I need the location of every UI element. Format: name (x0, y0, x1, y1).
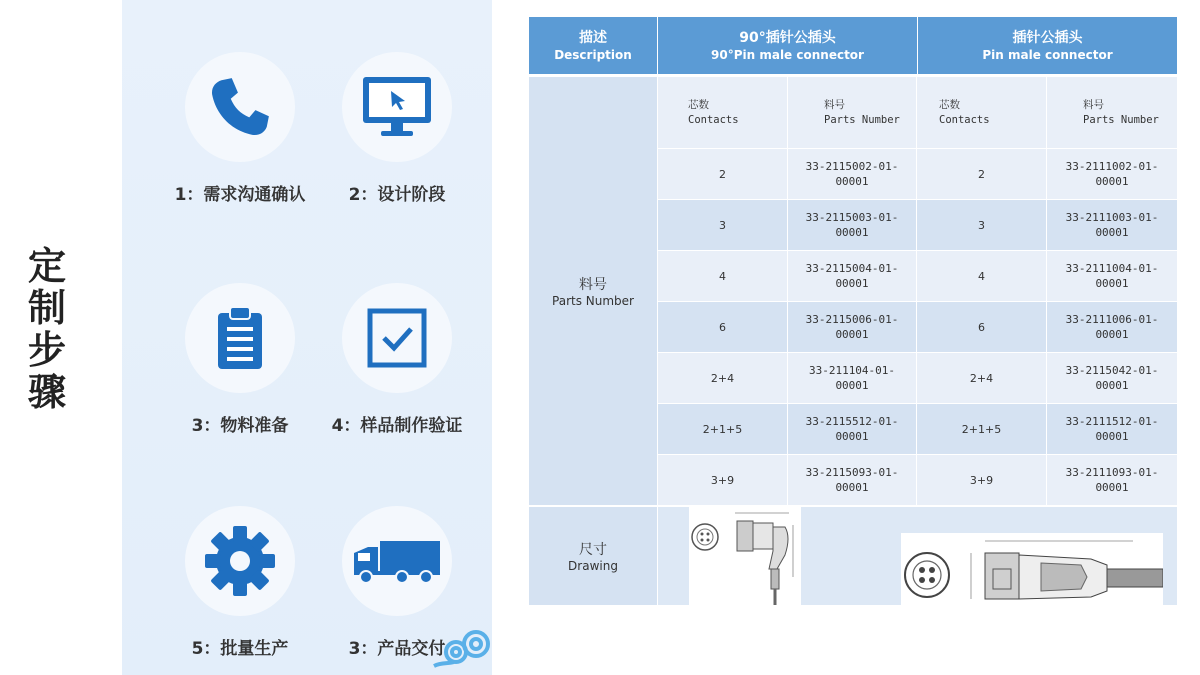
sub-header-row (658, 77, 1177, 149)
contacts-cell: 3+9 (658, 455, 788, 505)
table-row (658, 302, 1177, 353)
sub-header-parts-1 (788, 77, 917, 148)
parts-grid (658, 77, 1177, 505)
header-90-pin-male (658, 17, 918, 74)
checkbox-icon (366, 307, 428, 369)
part-number-line2: 00001 (835, 481, 869, 494)
sub-header-parts-2 (1047, 77, 1177, 148)
part-number-line2: 00001 (1095, 277, 1129, 290)
part-number-cell (1047, 302, 1177, 352)
step-5 (155, 506, 325, 659)
header-90-pin-male-zh: 90°插针公插头 (739, 29, 836, 46)
part-number-line2: 00001 (835, 328, 869, 341)
step-2 (312, 52, 482, 205)
header-pin-male-en: Pin male connector (982, 47, 1113, 62)
row-label-zh: 料号 (579, 277, 607, 293)
part-number-line2: 00001 (1095, 226, 1129, 239)
row-label-en: Parts Number (552, 294, 634, 308)
contacts-en-2: Contacts (939, 113, 990, 126)
contacts-cell: 3 (917, 200, 1047, 250)
part-number-line2: 00001 (1095, 430, 1129, 443)
contacts-zh-2: 芯数 (939, 98, 960, 111)
part-number-line1: 33-2115512-01- (805, 415, 899, 428)
part-number-line1: 33-2111006-01- (1065, 313, 1159, 326)
vertical-title (22, 245, 72, 413)
step-1 (155, 52, 325, 205)
header-description (529, 17, 658, 74)
table-row (658, 200, 1177, 251)
part-number-line1: 33-211104-01- (808, 364, 896, 377)
phone-icon (207, 74, 273, 140)
header-description-en: Description (554, 47, 632, 62)
part-number-line1: 33-2111512-01- (1065, 415, 1159, 428)
monitor-icon (361, 75, 433, 139)
table-row (658, 353, 1177, 404)
part-number-cell (788, 404, 917, 454)
table-row (658, 455, 1177, 505)
sub-header-contacts-2 (917, 77, 1047, 148)
parts-zh-1: 料号 (824, 98, 845, 111)
part-number-line2: 00001 (835, 277, 869, 290)
part-number-line1: 33-2111004-01- (1065, 262, 1159, 275)
part-number-line2: 00001 (1095, 175, 1129, 188)
contacts-cell: 2+4 (658, 353, 788, 403)
cloud-ornament-icon (432, 622, 494, 672)
table-row (658, 404, 1177, 455)
part-number-cell (1047, 353, 1177, 403)
part-number-line1: 33-2115002-01- (805, 160, 899, 173)
part-number-line1: 33-2115093-01- (805, 466, 899, 479)
part-number-line2: 00001 (1095, 328, 1129, 341)
step-2-circle (342, 52, 452, 162)
part-number-line1: 33-2111002-01- (1065, 160, 1159, 173)
drawing-images (658, 507, 1177, 605)
part-number-line2: 00001 (835, 226, 869, 239)
part-number-line2: 00001 (835, 430, 869, 443)
step-1-circle (185, 52, 295, 162)
part-number-line1: 33-2111093-01- (1065, 466, 1159, 479)
header-pin-male (918, 17, 1177, 74)
spec-table (529, 17, 1177, 605)
contacts-cell: 2 (917, 149, 1047, 199)
vertical-title-text: 定制步骤 (27, 244, 66, 414)
step-6-circle (342, 506, 452, 616)
part-number-line1: 33-2115003-01- (805, 211, 899, 224)
contacts-cell: 3+9 (917, 455, 1047, 505)
truck-icon (352, 537, 442, 585)
connector-90-drawing (689, 507, 801, 605)
part-number-cell (1047, 149, 1177, 199)
step-5-circle (185, 506, 295, 616)
header-pin-male-zh: 插针公插头 (1012, 29, 1083, 46)
step-3-circle (185, 283, 295, 393)
drawing-label-en: Drawing (568, 559, 618, 573)
part-number-line1: 33-2115004-01- (805, 262, 899, 275)
step-4 (312, 283, 482, 436)
part-number-cell (788, 353, 917, 403)
part-number-line1: 33-2111003-01- (1065, 211, 1159, 224)
contacts-cell: 3 (658, 200, 788, 250)
part-number-cell (1047, 404, 1177, 454)
gear-icon (203, 524, 277, 598)
part-number-line1: 33-2115006-01- (805, 313, 899, 326)
contacts-cell: 4 (917, 251, 1047, 301)
part-number-line2: 00001 (1095, 481, 1129, 494)
part-number-cell (1047, 200, 1177, 250)
contacts-cell: 4 (658, 251, 788, 301)
step-5-label: 5：批量生产 (191, 639, 289, 659)
contacts-cell: 6 (658, 302, 788, 352)
row-label-drawing (529, 507, 658, 605)
part-number-cell (1047, 455, 1177, 505)
step-3-label: 3：物料准备 (191, 416, 289, 436)
parts-en-1: Parts Number (824, 113, 900, 126)
row-label-parts-number (529, 77, 658, 505)
contacts-zh-1: 芯数 (688, 98, 709, 111)
drawing-row (529, 507, 1177, 605)
contacts-cell: 2+1+5 (917, 404, 1047, 454)
table-row (658, 149, 1177, 200)
step-4-circle (342, 283, 452, 393)
step-3 (155, 283, 325, 436)
contacts-cell: 2 (658, 149, 788, 199)
part-number-cell (1047, 251, 1177, 301)
part-number-line2: 00001 (835, 175, 869, 188)
part-number-cell (788, 455, 917, 505)
table-header (529, 17, 1177, 74)
step-6-label: 3：产品交付 (348, 639, 446, 659)
header-description-zh: 描述 (579, 29, 607, 46)
drawing-label-zh: 尺寸 (579, 542, 607, 558)
steps-panel (122, 0, 492, 675)
contacts-cell: 6 (917, 302, 1047, 352)
part-number-cell (788, 302, 917, 352)
header-90-pin-male-en: 90°Pin male connector (711, 47, 864, 62)
table-row (658, 251, 1177, 302)
part-number-line2: 00001 (1095, 379, 1129, 392)
step-4-label: 4：样品制作验证 (331, 416, 463, 436)
part-number-line2: 00001 (835, 379, 869, 392)
parts-en-2: Parts Number (1083, 113, 1159, 126)
connector-straight-drawing (901, 533, 1163, 605)
table-body (529, 77, 1177, 505)
contacts-cell: 2+4 (917, 353, 1047, 403)
parts-zh-2: 料号 (1083, 98, 1104, 111)
part-number-cell (788, 251, 917, 301)
step-2-label: 2：设计阶段 (348, 185, 446, 205)
sub-header-contacts-1 (658, 77, 788, 148)
contacts-cell: 2+1+5 (658, 404, 788, 454)
contacts-en-1: Contacts (688, 113, 739, 126)
clipboard-icon (214, 305, 266, 371)
part-number-cell (788, 149, 917, 199)
part-number-line1: 33-2115042-01- (1065, 364, 1159, 377)
part-number-cell (788, 200, 917, 250)
step-1-label: 1：需求沟通确认 (174, 185, 306, 205)
